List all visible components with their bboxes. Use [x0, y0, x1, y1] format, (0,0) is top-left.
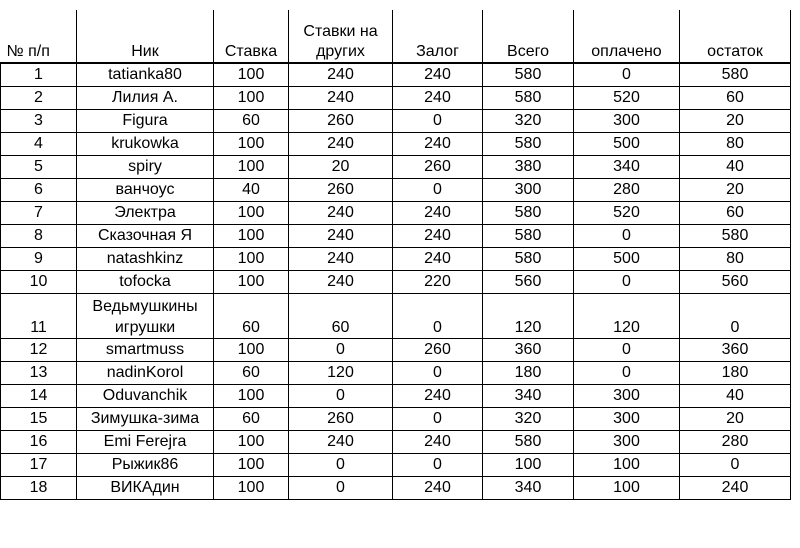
header-stakes-others: Ставки на других: [289, 10, 393, 63]
table-header: [1, 10, 791, 63]
cell-total: 580: [483, 87, 574, 110]
table-row: [1, 179, 791, 202]
cell-deposit: 240: [393, 63, 483, 87]
cell-remaining: 360: [680, 339, 791, 362]
cell-number: 9: [1, 248, 77, 271]
cell-stake: 100: [214, 477, 289, 500]
cell-total: 320: [483, 408, 574, 431]
cell-stake: 100: [214, 339, 289, 362]
cell-nick: tatianka80: [77, 63, 214, 87]
cell-total: 120: [483, 294, 574, 339]
cell-nick: ванчоус: [77, 179, 214, 202]
cell-remaining: 40: [680, 156, 791, 179]
cell-total: 580: [483, 133, 574, 156]
table-row: [1, 408, 791, 431]
cell-number: 8: [1, 225, 77, 248]
table-row: [1, 110, 791, 133]
cell-nick: Электра: [77, 202, 214, 225]
cell-deposit: 240: [393, 248, 483, 271]
table-row: [1, 225, 791, 248]
header-remaining: остаток: [680, 10, 791, 63]
cell-remaining: 580: [680, 63, 791, 87]
cell-stake: 100: [214, 454, 289, 477]
cell-number: 13: [1, 362, 77, 385]
cell-stake: 40: [214, 179, 289, 202]
cell-paid: 100: [574, 454, 680, 477]
cell-remaining: 20: [680, 408, 791, 431]
cell-paid: 100: [574, 477, 680, 500]
cell-number: 2: [1, 87, 77, 110]
cell-nick: Oduvanchik: [77, 385, 214, 408]
table-row: [1, 156, 791, 179]
cell-number: 16: [1, 431, 77, 454]
cell-stakes-others: 240: [289, 87, 393, 110]
cell-paid: 300: [574, 408, 680, 431]
payments-table: [0, 10, 791, 500]
cell-paid: 120: [574, 294, 680, 339]
table-row: [1, 248, 791, 271]
cell-number: 10: [1, 271, 77, 294]
cell-remaining: 40: [680, 385, 791, 408]
cell-total: 580: [483, 431, 574, 454]
cell-nick: Emi Ferejra: [77, 431, 214, 454]
cell-paid: 280: [574, 179, 680, 202]
cell-paid: 300: [574, 431, 680, 454]
cell-total: 320: [483, 110, 574, 133]
cell-paid: 340: [574, 156, 680, 179]
cell-remaining: 60: [680, 202, 791, 225]
cell-stakes-others: 0: [289, 339, 393, 362]
header-row: [1, 10, 791, 63]
cell-total: 560: [483, 271, 574, 294]
cell-total: 380: [483, 156, 574, 179]
cell-paid: 300: [574, 385, 680, 408]
cell-number: 6: [1, 179, 77, 202]
cell-remaining: 20: [680, 179, 791, 202]
cell-deposit: 240: [393, 225, 483, 248]
table-row: [1, 87, 791, 110]
cell-stake: 60: [214, 408, 289, 431]
cell-nick: ВИКАдин: [77, 477, 214, 500]
cell-deposit: 0: [393, 454, 483, 477]
cell-nick: spiry: [77, 156, 214, 179]
cell-nick: Figura: [77, 110, 214, 133]
cell-nick: krukowka: [77, 133, 214, 156]
cell-total: 340: [483, 385, 574, 408]
header-stake: Ставка: [214, 10, 289, 63]
cell-stake: 60: [214, 110, 289, 133]
cell-stakes-others: 240: [289, 248, 393, 271]
cell-stakes-others: 0: [289, 454, 393, 477]
cell-remaining: 80: [680, 133, 791, 156]
cell-nick: Лилия А.: [77, 87, 214, 110]
table-row: [1, 202, 791, 225]
cell-stake: 100: [214, 271, 289, 294]
cell-number: 14: [1, 385, 77, 408]
cell-total: 180: [483, 362, 574, 385]
cell-stakes-others: 260: [289, 408, 393, 431]
cell-remaining: 280: [680, 431, 791, 454]
cell-nick: Сказочная Я: [77, 225, 214, 248]
cell-deposit: 220: [393, 271, 483, 294]
cell-stakes-others: 240: [289, 133, 393, 156]
cell-total: 360: [483, 339, 574, 362]
cell-stakes-others: 240: [289, 202, 393, 225]
cell-deposit: 240: [393, 133, 483, 156]
cell-paid: 520: [574, 202, 680, 225]
cell-nick: Ведьмушкины игрушки: [77, 294, 214, 339]
table-body: [1, 63, 791, 500]
cell-total: 580: [483, 202, 574, 225]
cell-paid: 0: [574, 362, 680, 385]
cell-remaining: 0: [680, 294, 791, 339]
cell-number: 5: [1, 156, 77, 179]
table-row: [1, 477, 791, 500]
cell-stakes-others: 0: [289, 477, 393, 500]
cell-stake: 100: [214, 431, 289, 454]
cell-stake: 100: [214, 248, 289, 271]
cell-number: 18: [1, 477, 77, 500]
table-row: [1, 431, 791, 454]
cell-paid: 0: [574, 63, 680, 87]
cell-number: 15: [1, 408, 77, 431]
cell-stakes-others: 240: [289, 431, 393, 454]
cell-deposit: 0: [393, 362, 483, 385]
cell-total: 100: [483, 454, 574, 477]
cell-number: 11: [1, 294, 77, 339]
cell-remaining: 60: [680, 87, 791, 110]
cell-stakes-others: 60: [289, 294, 393, 339]
cell-nick: tofocka: [77, 271, 214, 294]
cell-nick: nadinKorol: [77, 362, 214, 385]
cell-deposit: 0: [393, 110, 483, 133]
cell-total: 580: [483, 248, 574, 271]
cell-paid: 500: [574, 248, 680, 271]
cell-stake: 100: [214, 87, 289, 110]
cell-nick: natashkinz: [77, 248, 214, 271]
cell-paid: 300: [574, 110, 680, 133]
cell-stake: 100: [214, 202, 289, 225]
cell-total: 340: [483, 477, 574, 500]
cell-number: 12: [1, 339, 77, 362]
header-nick: Ник: [77, 10, 214, 63]
cell-remaining: 80: [680, 248, 791, 271]
cell-total: 580: [483, 225, 574, 248]
cell-deposit: 260: [393, 156, 483, 179]
cell-stakes-others: 260: [289, 179, 393, 202]
cell-paid: 0: [574, 225, 680, 248]
cell-stake: 100: [214, 156, 289, 179]
cell-number: 17: [1, 454, 77, 477]
table-row: [1, 294, 791, 339]
cell-remaining: 180: [680, 362, 791, 385]
cell-stake: 100: [214, 133, 289, 156]
cell-stakes-others: 120: [289, 362, 393, 385]
header-paid: оплачено: [574, 10, 680, 63]
cell-total: 580: [483, 63, 574, 87]
cell-stake: 100: [214, 385, 289, 408]
table-row: [1, 385, 791, 408]
cell-deposit: 240: [393, 385, 483, 408]
cell-nick: Зимушка-зима: [77, 408, 214, 431]
cell-paid: 0: [574, 271, 680, 294]
cell-nick: Рыжик86: [77, 454, 214, 477]
header-total: Всего: [483, 10, 574, 63]
cell-deposit: 240: [393, 477, 483, 500]
table-row: [1, 339, 791, 362]
cell-paid: 520: [574, 87, 680, 110]
table-row: [1, 271, 791, 294]
table-row: [1, 63, 791, 87]
cell-stake: 60: [214, 362, 289, 385]
cell-stakes-others: 0: [289, 385, 393, 408]
cell-remaining: 240: [680, 477, 791, 500]
cell-number: 7: [1, 202, 77, 225]
cell-stakes-others: 260: [289, 110, 393, 133]
cell-number: 4: [1, 133, 77, 156]
cell-remaining: 580: [680, 225, 791, 248]
cell-stakes-others: 240: [289, 271, 393, 294]
cell-deposit: 240: [393, 431, 483, 454]
cell-paid: 500: [574, 133, 680, 156]
cell-number: 3: [1, 110, 77, 133]
cell-deposit: 0: [393, 179, 483, 202]
cell-stake: 100: [214, 63, 289, 87]
header-number: № п/п: [1, 10, 77, 63]
cell-remaining: 0: [680, 454, 791, 477]
header-deposit: Залог: [393, 10, 483, 63]
cell-deposit: 240: [393, 202, 483, 225]
table-row: [1, 133, 791, 156]
table-row: [1, 362, 791, 385]
cell-stakes-others: 240: [289, 63, 393, 87]
table-row: [1, 454, 791, 477]
cell-deposit: 0: [393, 408, 483, 431]
cell-deposit: 0: [393, 294, 483, 339]
cell-nick: smartmuss: [77, 339, 214, 362]
cell-remaining: 560: [680, 271, 791, 294]
cell-deposit: 240: [393, 87, 483, 110]
cell-paid: 0: [574, 339, 680, 362]
cell-deposit: 260: [393, 339, 483, 362]
cell-stake: 100: [214, 225, 289, 248]
cell-total: 300: [483, 179, 574, 202]
cell-stakes-others: 240: [289, 225, 393, 248]
cell-stakes-others: 20: [289, 156, 393, 179]
cell-number: 1: [1, 63, 77, 87]
cell-stake: 60: [214, 294, 289, 339]
cell-remaining: 20: [680, 110, 791, 133]
